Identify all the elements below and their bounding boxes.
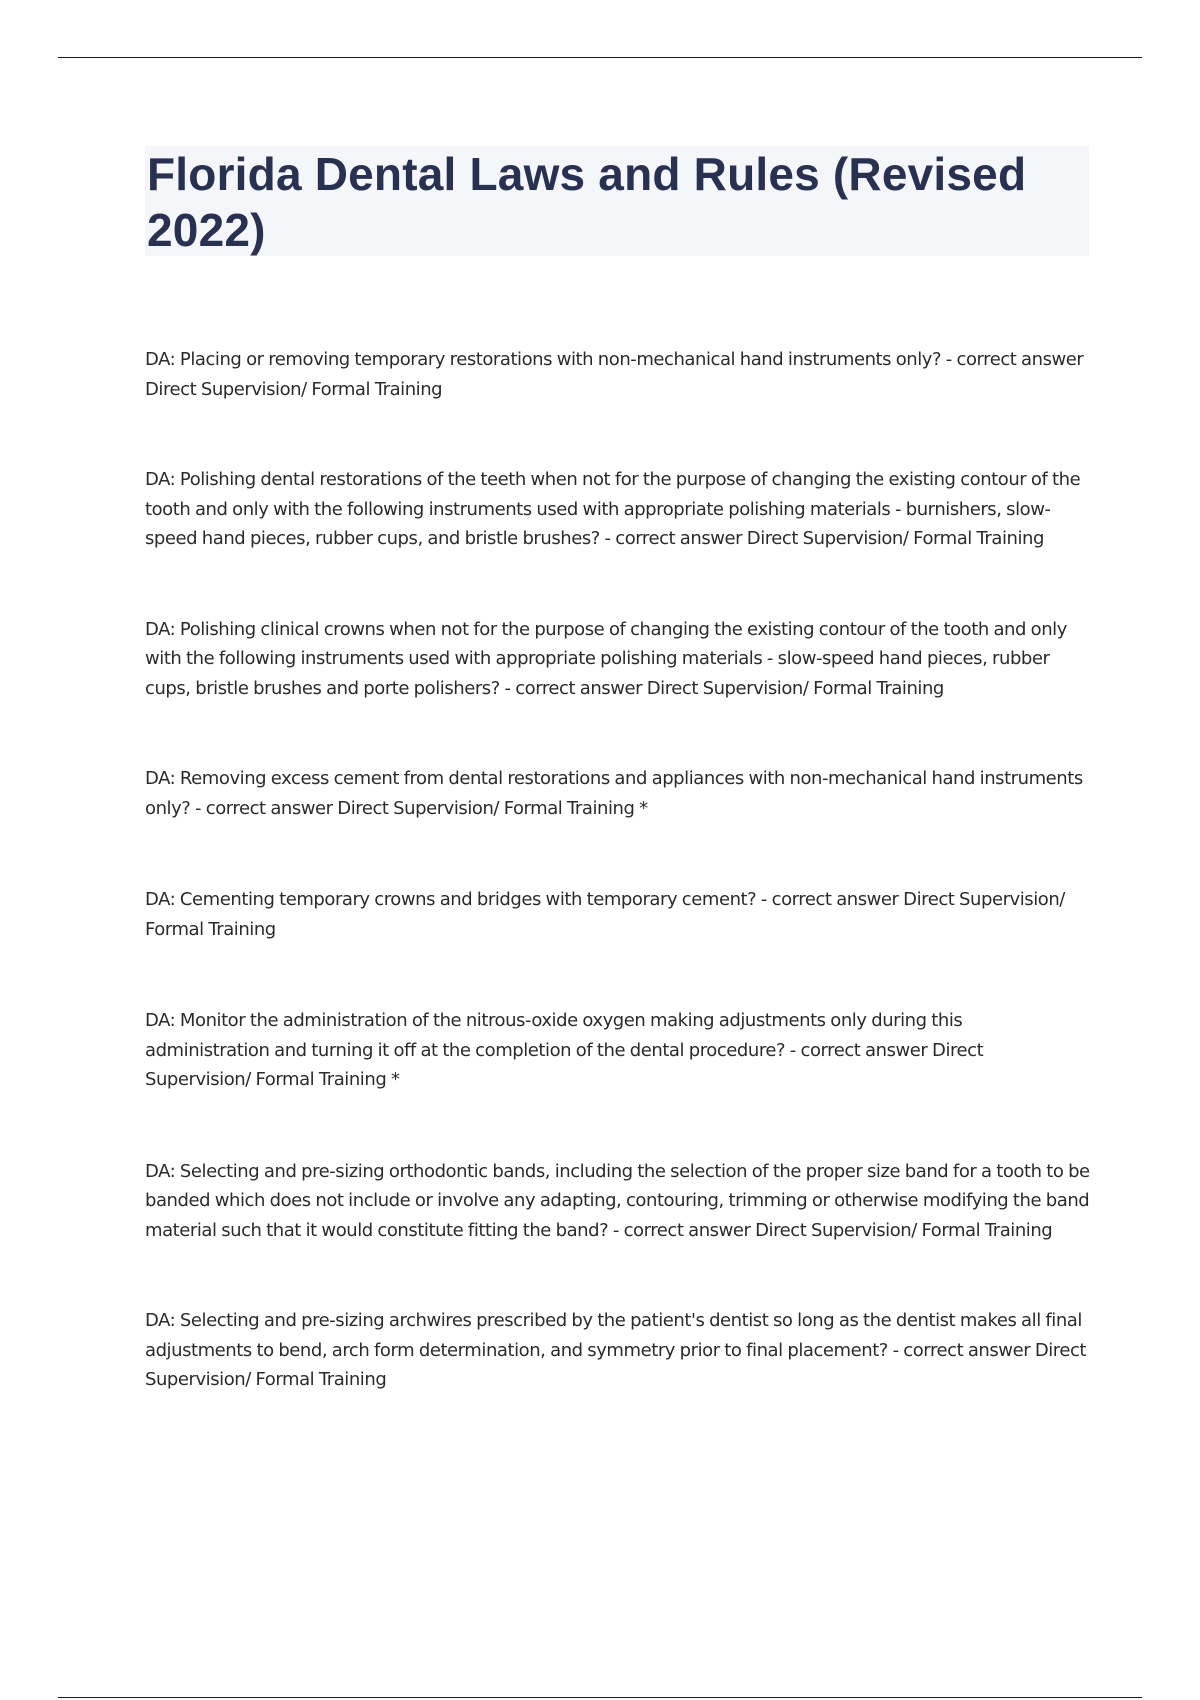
qa-item: DA: Monitor the administration of the nitrous-oxide oxygen making adjustments only during this administration and turning it off at the completion of the dental procedure? - correct answer Direct Supervision/ Formal Training *	[145, 1010, 984, 1090]
qa-item: DA: Polishing clinical crowns when not for the purpose of changing the existing contour of the tooth and only with the following instruments used with appropriate polishing materials - slow-speed hand pieces, rubber cups, bristle brushes and porte polishers? - correct answer Direct Supervision/ Formal Training	[145, 618, 1067, 699]
qa-item: DA: Selecting and pre-sizing archwires prescribed by the patient's dentist so long as the dentist makes all final adjustments to bend, arch form determination, and symmetry prior to final placement? - correct answer Direct Supervision/ Formal Training	[145, 1310, 1087, 1390]
page-title: Florida Dental Laws and Rules (Revised 2022)	[147, 148, 1027, 256]
title-block	[145, 146, 1089, 256]
qa-list	[145, 345, 1091, 1395]
qa-item: DA: Polishing dental restorations of the teeth when not for the purpose of changing the existing contour of the tooth and only with the following instruments used with appropriate polishing materials - burnishers, slow-speed hand pieces, rubber cups, and bristle brushes? - correct answer Direct Supervision/ Formal Training	[145, 469, 1081, 549]
qa-item: DA: Placing or removing temporary restorations with non-mechanical hand instruments only? - correct answer Direct Supervision/ Formal Training	[145, 349, 1084, 400]
qa-item: DA: Selecting and pre-sizing orthodontic bands, including the selection of the proper size band for a tooth to be banded which does not include or involve any adapting, contouring, trimming or otherwise modifying the band material such that it would constitute fitting the band? - correct answer Direct Supervision/ Formal Training	[145, 1160, 1090, 1241]
qa-item: DA: Removing excess cement from dental restorations and appliances with non-mechanical hand instruments only? - correct answer Direct Supervision/ Formal Training *	[145, 768, 1083, 819]
footer-rule	[58, 1697, 1142, 1698]
qa-item: DA: Cementing temporary crowns and bridges with temporary cement? - correct answer Direct Supervision/ Formal Training	[145, 889, 1065, 940]
header-rule	[58, 57, 1142, 58]
